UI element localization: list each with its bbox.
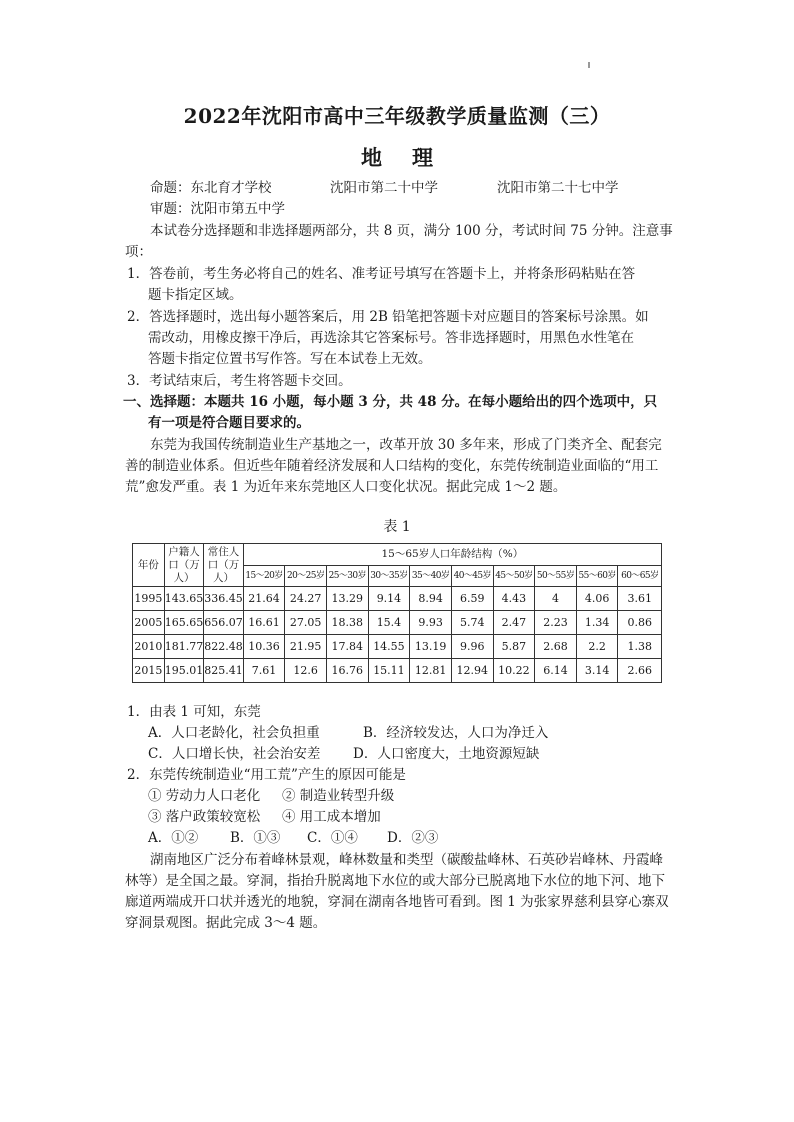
passage-1-line-3: 荒”愈发严重。表 1 为近年来东莞地区人口变化状况。据此完成 1～2 题。 [125,479,567,495]
cell-value: 4 [535,587,577,611]
age-header: 50～55岁 [535,566,577,587]
header-year: 年份 [133,544,165,587]
author-school-2: 沈阳市第二十中学 [330,180,438,196]
passage-1-line-1: 东莞为我国传统制造业生产基地之一，改革开放 30 多年来，形成了门类齐全、配套完 [150,437,662,453]
question-1-option-b: B．经济较发达，人口为净迁入 [363,725,549,741]
cell-changzhu: 825.41 [204,659,244,683]
cell-value: 3.61 [618,587,662,611]
authors-line [150,178,272,198]
cell-value: 2.47 [493,611,535,635]
table-row [133,635,662,659]
cell-huji: 195.01 [164,659,204,683]
cell-value: 17.84 [326,635,368,659]
header-huji: 户籍人口（万人） [164,544,204,587]
cell-value: 0.86 [618,611,662,635]
cell-huji: 165.65 [164,611,204,635]
authors-label: 命题： [150,180,191,196]
scan-mark [588,62,590,68]
cell-value: 3.14 [576,659,618,683]
age-header: 15～20岁 [243,566,285,587]
cell-value: 15.11 [368,659,410,683]
age-header: 20～25岁 [285,566,327,587]
age-header: 35～40岁 [410,566,452,587]
cell-value: 12.94 [451,659,493,683]
age-header: 45～50岁 [493,566,535,587]
cell-huji: 143.65 [164,587,204,611]
cell-value: 13.29 [326,587,368,611]
cell-year: 2010 [133,635,165,659]
question-2-option-d: D．②③ [387,830,439,846]
cell-value: 12.6 [285,659,327,683]
cell-value: 27.05 [285,611,327,635]
note-2-line-2: 需改动，用橡皮擦干净后，再选涂其它答案标号。答非选择题时，用黑色水性笔在 [148,330,634,346]
cell-huji: 181.77 [164,635,204,659]
cell-changzhu: 822.48 [204,635,244,659]
header-age-structure: 15～65岁人口年龄结构（%） [243,544,661,566]
cell-value: 18.38 [326,611,368,635]
cell-value: 15.4 [368,611,410,635]
question-2-item-1: ① 劳动力人口老化 [148,788,261,804]
header-changzhu: 常住人口（万人） [204,544,244,587]
author-school-1: 东北育才学校 [190,180,272,196]
cell-value: 21.64 [243,587,285,611]
section-1-heading-2: 有一项是符合题目要求的。 [148,415,310,431]
age-header: 30～35岁 [368,566,410,587]
table-caption: 表 1 [383,519,411,535]
cell-value: 6.59 [451,587,493,611]
question-2-item-4: ④ 用工成本增加 [282,809,381,825]
cell-value: 2.2 [576,635,618,659]
population-table [132,543,662,683]
cell-value: 9.14 [368,587,410,611]
cell-value: 13.19 [410,635,452,659]
cell-value: 12.81 [410,659,452,683]
cell-value: 10.36 [243,635,285,659]
age-header: 40～45岁 [451,566,493,587]
cell-value: 1.38 [618,635,662,659]
passage-2-line-4: 穿洞景观图。据此完成 3～4 题。 [125,915,327,931]
question-1-option-d: D．人口密度大，土地资源短缺 [353,746,540,762]
table-row [133,659,662,683]
table-row [133,611,662,635]
intro-line-2: 项： [125,244,152,260]
cell-value: 16.61 [243,611,285,635]
author-school-3: 沈阳市第二十七中学 [497,180,619,196]
cell-changzhu: 336.45 [204,587,244,611]
question-2-item-2: ② 制造业转型升级 [282,788,395,804]
cell-value: 4.43 [493,587,535,611]
cell-value: 10.22 [493,659,535,683]
question-2-option-b: B．①③ [230,830,281,846]
question-2-stem: 2．东莞传统制造业“用工荒”产生的原因可能是 [127,767,406,783]
note-2-line-1: 2．答选择题时，选出每小题答案后，用 2B 铅笔把答题卡对应题目的答案标号涂黑。如 [127,309,649,325]
age-header: 55～60岁 [576,566,618,587]
cell-year: 2005 [133,611,165,635]
cell-value: 9.93 [410,611,452,635]
cell-value: 21.95 [285,635,327,659]
question-1-option-a: A．人口老龄化，社会负担重 [148,725,320,741]
reviewer-line: 审题：沈阳市第五中学 [150,201,285,217]
age-header: 25～30岁 [326,566,368,587]
table-row [133,587,662,611]
subject-title: 地理 [361,145,463,170]
question-1-stem: 1．由表 1 可知，东莞 [127,704,261,720]
cell-value: 2.66 [618,659,662,683]
note-1-line-1: 1．答卷前，考生务必将自己的姓名、准考证号填写在答题卡上，并将条形码粘贴在答 [127,266,636,282]
section-1-heading: 一、选择题：本题共 16 小题，每小题 3 分，共 48 分。在每小题给出的四个选项中，只 [123,394,658,410]
cell-changzhu: 656.07 [204,611,244,635]
cell-value: 4.06 [576,587,618,611]
cell-value: 5.87 [493,635,535,659]
cell-value: 14.55 [368,635,410,659]
cell-year: 2015 [133,659,165,683]
cell-value: 6.14 [535,659,577,683]
cell-value: 8.94 [410,587,452,611]
question-2-option-a: A．①② [148,830,199,846]
passage-2-line-1: 湖南地区广泛分布着峰林景观，峰林数量和类型（碳酸盐峰林、石英砂岩峰林、丹霞峰 [150,852,663,868]
question-2-option-c: C．①④ [307,830,358,846]
age-header: 60～65岁 [618,566,662,587]
cell-year: 1995 [133,587,165,611]
cell-value: 5.74 [451,611,493,635]
cell-value: 24.27 [285,587,327,611]
note-3-line-1: 3．考试结束后，考生将答题卡交回。 [127,373,352,389]
note-2-line-3: 答题卡指定位置书写作答。写在本试卷上无效。 [148,351,432,367]
passage-2-line-2: 林等）是全国之最。穿洞，指抬升脱离地下水位的或大部分已脱离地下水位的地下河、地下 [125,873,665,889]
cell-value: 7.61 [243,659,285,683]
cell-value: 16.76 [326,659,368,683]
note-1-line-2: 题卡指定区域。 [148,287,243,303]
cell-value: 1.34 [576,611,618,635]
question-2-item-3: ③ 落户政策较宽松 [148,809,261,825]
cell-value: 9.96 [451,635,493,659]
passage-1-line-2: 善的制造业体系。但近些年随着经济发展和人口结构的变化，东莞传统制造业面临的“用工 [125,458,659,474]
question-1-option-c: C．人口增长快，社会治安差 [148,746,321,762]
cell-value: 2.23 [535,611,577,635]
cell-value: 2.68 [535,635,577,659]
exam-title: 2022年沈阳市高中三年级教学质量监测（三） [183,104,611,128]
intro-line-1: 本试卷分选择题和非选择题两部分，共 8 页，满分 100 分，考试时间 75 分钟。注意事 [150,223,673,239]
passage-2-line-3: 廊道两端成开口状并透光的地貌，穿洞在湖南各地皆可看到。图 1 为张家界慈利县穿心寨双 [125,894,669,910]
